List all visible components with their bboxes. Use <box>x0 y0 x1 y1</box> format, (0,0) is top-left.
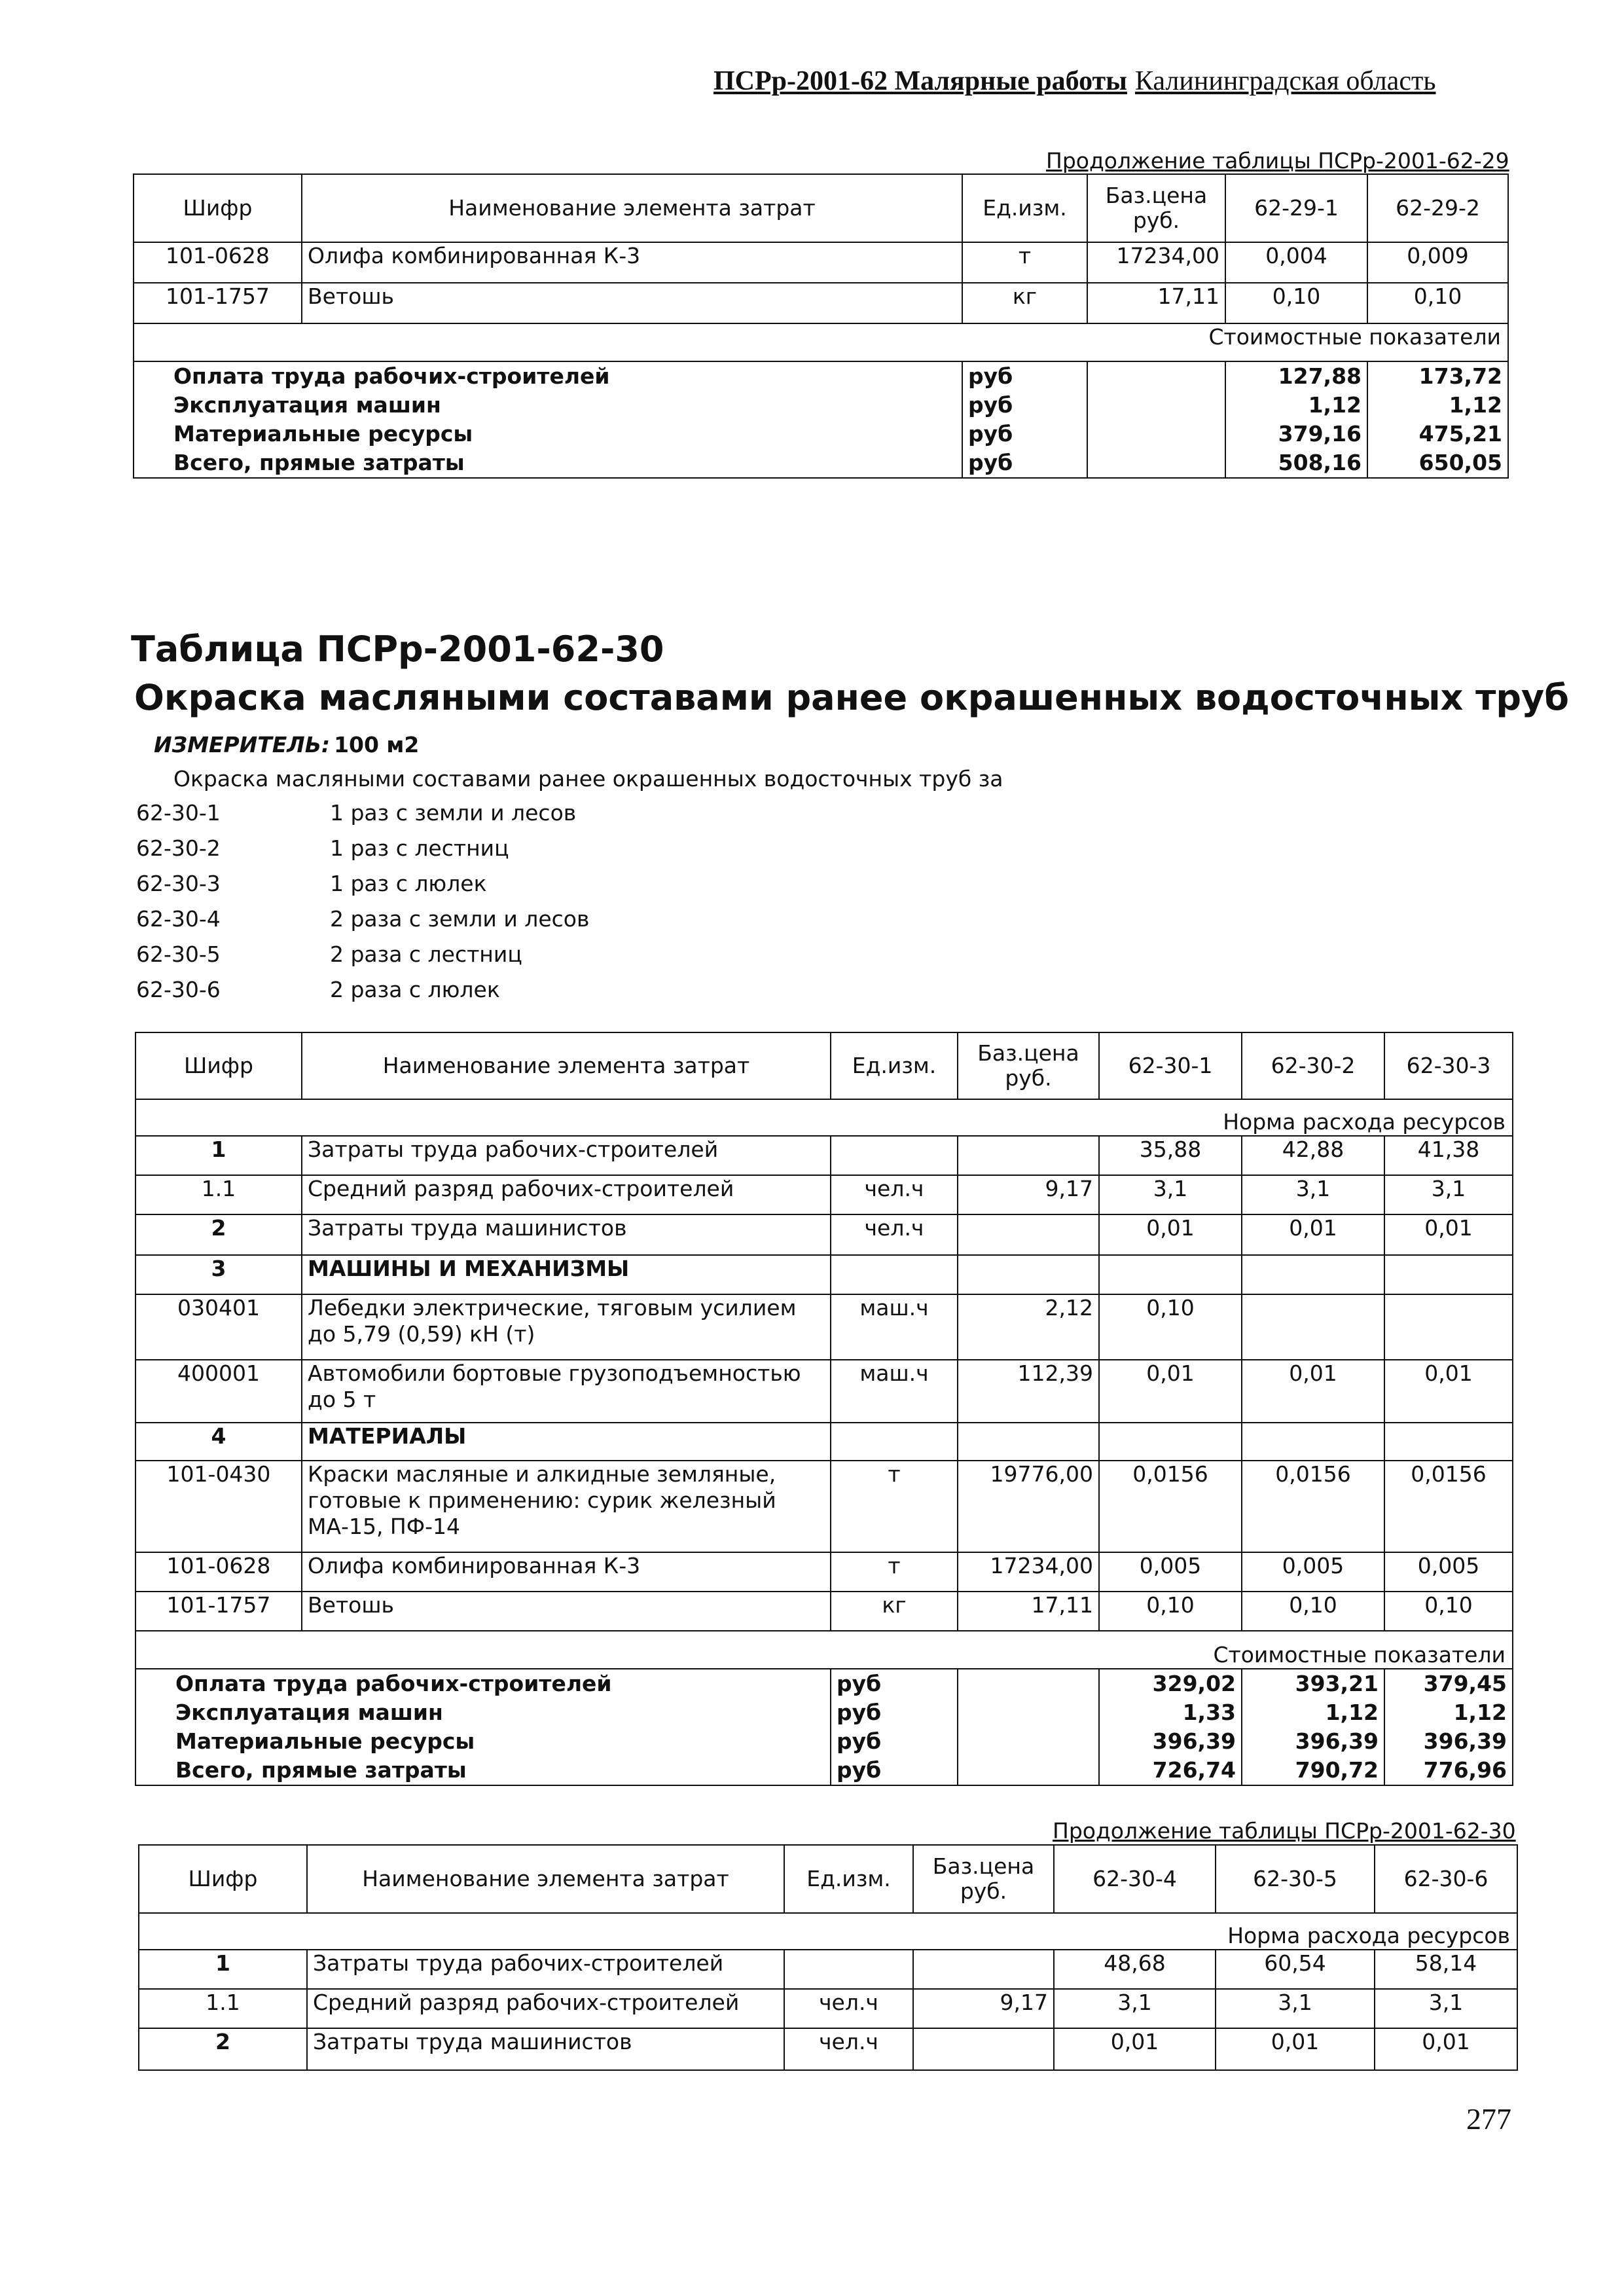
cell-value: 35,88 <box>1099 1136 1242 1175</box>
table-title: Таблица ПСРр-2001-62-30 <box>131 629 664 670</box>
section-row <box>139 1913 1517 1950</box>
totals-label: Материальные ресурсы <box>135 1727 831 1756</box>
table-row <box>135 1175 1513 1214</box>
totals-value: 379,45 <box>1384 1669 1513 1698</box>
totals-label: Материальные ресурсы <box>134 420 962 448</box>
top-table-header-row <box>134 174 1508 242</box>
cell-code: 101-0430 <box>135 1461 302 1552</box>
totals-label: Оплата труда рабочих-строителей <box>135 1669 831 1698</box>
cell-code: 1.1 <box>135 1175 302 1214</box>
totals-unit: руб <box>831 1756 958 1785</box>
column-header: Баз.цена руб. <box>958 1032 1099 1099</box>
cell-price: 9,17 <box>958 1175 1099 1214</box>
totals-value: 396,39 <box>1242 1727 1384 1756</box>
table-row <box>135 1214 1513 1255</box>
section-row <box>135 1099 1513 1136</box>
cell-name: Затраты труда рабочих-строителей <box>302 1136 831 1175</box>
cell-code: 101-1757 <box>135 1592 302 1631</box>
cell-unit: чел.ч <box>831 1175 958 1214</box>
totals-value: 396,39 <box>1384 1727 1513 1756</box>
cell-value: 0,005 <box>1242 1552 1384 1592</box>
cell-code: 101-1757 <box>134 283 302 323</box>
cell-price: 17234,00 <box>958 1552 1099 1592</box>
cell-value: 0,005 <box>1099 1552 1242 1592</box>
cell-value: 0,10 <box>1099 1294 1242 1360</box>
cell-price <box>913 2028 1054 2070</box>
totals-unit: руб <box>831 1669 958 1698</box>
variant-code: 62-30-5 <box>136 941 221 967</box>
cell-price: 17,11 <box>958 1592 1099 1631</box>
bottom-table-header-row <box>139 1845 1517 1913</box>
variant-text: 1 раз с люлек <box>330 871 487 896</box>
totals-value: 650,05 <box>1367 448 1508 478</box>
cell-price <box>958 1214 1099 1255</box>
cell-value <box>1384 1294 1513 1360</box>
header-title: ПСРр-2001-62 Малярные работы <box>713 66 1127 96</box>
section-norm-label: Норма расхода ресурсов <box>139 1913 1517 1950</box>
cell-unit: маш.ч <box>831 1360 958 1423</box>
column-header: 62-30-2 <box>1242 1032 1384 1099</box>
cell-value: 0,01 <box>1384 1214 1513 1255</box>
variant-item <box>136 835 509 861</box>
totals-row <box>134 420 1508 448</box>
work-description: Окраска масляными составами ранее окрашенных водосточных труб за <box>173 766 1003 792</box>
cell-value: 3,1 <box>1216 1989 1375 2028</box>
cell-value: 42,88 <box>1242 1136 1384 1175</box>
column-header: Шифр <box>135 1032 302 1099</box>
variant-item <box>136 906 589 932</box>
cell-unit <box>784 1950 913 1989</box>
cell-code: 4 <box>135 1423 302 1461</box>
totals-value: 508,16 <box>1225 448 1367 478</box>
cell-value: 58,14 <box>1375 1950 1517 1989</box>
table-row <box>139 1950 1517 1989</box>
totals-value: 475,21 <box>1367 420 1508 448</box>
cell-unit: маш.ч <box>831 1294 958 1360</box>
section-norm-label: Норма расхода ресурсов <box>135 1099 1513 1136</box>
table-row <box>135 1423 1513 1461</box>
totals-label: Эксплуатация машин <box>135 1698 831 1727</box>
cell-code: 1 <box>135 1136 302 1175</box>
page-number: 277 <box>1466 2102 1511 2136</box>
totals-value: 1,12 <box>1384 1698 1513 1727</box>
cell-name: Ветошь <box>302 1592 831 1631</box>
totals-unit: руб <box>962 448 1087 478</box>
totals-value: 1,33 <box>1099 1698 1242 1727</box>
totals-value: 1,12 <box>1225 391 1367 420</box>
cell-unit: т <box>962 242 1087 283</box>
cell-name: Краски масляные и алкидные земляные, готовые к применению: сурик железный МА-15, ПФ-14 <box>302 1461 831 1552</box>
totals-value: 1,12 <box>1242 1698 1384 1727</box>
variant-text: 2 раза с люлек <box>330 977 500 1002</box>
cell-value <box>1242 1294 1384 1360</box>
cell-name: МАШИНЫ И МЕХАНИЗМЫ <box>302 1255 831 1294</box>
column-header: 62-29-2 <box>1367 174 1508 242</box>
main-table-header-row <box>135 1032 1513 1099</box>
variant-text: 1 раз с лестниц <box>330 835 509 861</box>
totals-row <box>134 361 1508 391</box>
totals-row <box>135 1669 1513 1698</box>
table-row <box>134 283 1508 323</box>
cell-value: 0,0156 <box>1242 1461 1384 1552</box>
cell-value: 0,10 <box>1384 1592 1513 1631</box>
cell-value: 0,10 <box>1225 283 1367 323</box>
totals-value: 173,72 <box>1367 361 1508 391</box>
totals-value: 790,72 <box>1242 1756 1384 1785</box>
totals-value: 396,39 <box>1099 1727 1242 1756</box>
cell-value: 0,01 <box>1099 1214 1242 1255</box>
cell-value: 3,1 <box>1375 1989 1517 2028</box>
column-header: Шифр <box>134 174 302 242</box>
cell-name: МАТЕРИАЛЫ <box>302 1423 831 1461</box>
table-row <box>139 2028 1517 2070</box>
cell-value: 60,54 <box>1216 1950 1375 1989</box>
cell-price <box>913 1950 1054 1989</box>
variant-code: 62-30-3 <box>136 871 221 896</box>
column-header: Ед.изм. <box>784 1845 913 1913</box>
cell-value: 0,10 <box>1099 1592 1242 1631</box>
cell-price <box>958 1136 1099 1175</box>
cell-name: Средний разряд рабочих-строителей <box>307 1989 784 2028</box>
variant-code: 62-30-1 <box>136 800 221 826</box>
cell-code: 1 <box>139 1950 307 1989</box>
table-row <box>135 1136 1513 1175</box>
column-header: 62-30-3 <box>1384 1032 1513 1099</box>
column-header: 62-30-4 <box>1054 1845 1216 1913</box>
cell-code: 2 <box>135 1214 302 1255</box>
section-row <box>135 1631 1513 1669</box>
variant-code: 62-30-4 <box>136 906 221 932</box>
cell-value: 0,004 <box>1225 242 1367 283</box>
cell-value: 3,1 <box>1242 1175 1384 1214</box>
measure-label: ИЗМЕРИТЕЛЬ: <box>154 732 331 757</box>
cell-name: Ветошь <box>302 283 962 323</box>
section-cost-label: Стоимостные показатели <box>135 1631 1513 1669</box>
cell-value: 0,01 <box>1242 1360 1384 1423</box>
column-header: Баз.цена руб. <box>1087 174 1225 242</box>
column-header: Наименование элемента затрат <box>302 1032 831 1099</box>
cell-value: 3,1 <box>1054 1989 1216 2028</box>
variant-text: 1 раз с земли и лесов <box>330 800 577 826</box>
bottom-table <box>138 1844 1518 2071</box>
cell-value: 0,0156 <box>1384 1461 1513 1552</box>
variant-item <box>136 977 500 1002</box>
totals-row <box>135 1756 1513 1785</box>
totals-value: 776,96 <box>1384 1756 1513 1785</box>
totals-value: 1,12 <box>1367 391 1508 420</box>
cell-code: 101-0628 <box>135 1552 302 1592</box>
table-row <box>135 1592 1513 1631</box>
top-table <box>133 173 1509 479</box>
main-table <box>135 1032 1513 1786</box>
cell-code: 2 <box>139 2028 307 2070</box>
variant-item <box>136 871 487 896</box>
cell-value: 0,005 <box>1384 1552 1513 1592</box>
variant-text: 2 раза с лестниц <box>330 941 522 967</box>
cell-value: 0,0156 <box>1099 1461 1242 1552</box>
column-header: 62-30-1 <box>1099 1032 1242 1099</box>
section-cost-label: Стоимостные показатели <box>134 323 1508 361</box>
column-header: Шифр <box>139 1845 307 1913</box>
cell-value: 41,38 <box>1384 1136 1513 1175</box>
cell-code: 1.1 <box>139 1989 307 2028</box>
variant-code: 62-30-6 <box>136 977 221 1002</box>
cell-name: Лебедки электрические, тяговым усилием до 5,79 (0,59) кН (т) <box>302 1294 831 1360</box>
cell-price: 112,39 <box>958 1360 1099 1423</box>
table-row <box>135 1360 1513 1423</box>
column-header: Ед.изм. <box>962 174 1087 242</box>
measure-value: 100 м2 <box>334 732 420 757</box>
table-row <box>135 1255 1513 1294</box>
totals-row <box>134 448 1508 478</box>
cell-value: 0,10 <box>1242 1592 1384 1631</box>
table-row <box>135 1552 1513 1592</box>
totals-value: 393,21 <box>1242 1669 1384 1698</box>
cell-value: 0,01 <box>1099 1360 1242 1423</box>
cell-unit: чел.ч <box>784 2028 913 2070</box>
bottom-table-continuation: Продолжение таблицы ПСРр-2001-62-30 <box>1053 1818 1516 1844</box>
table-row <box>135 1294 1513 1360</box>
variant-item <box>136 800 576 826</box>
cell-name: Затраты труда рабочих-строителей <box>307 1950 784 1989</box>
cell-unit <box>831 1136 958 1175</box>
cell-price: 2,12 <box>958 1294 1099 1360</box>
cell-price: 9,17 <box>913 1989 1054 2028</box>
column-header: Баз.цена руб. <box>913 1845 1054 1913</box>
measure-line <box>154 732 419 757</box>
header-region: Калининградская область <box>1134 66 1436 96</box>
cell-name: Затраты труда машинистов <box>307 2028 784 2070</box>
column-header: 62-30-5 <box>1216 1845 1375 1913</box>
cell-value: 0,01 <box>1375 2028 1517 2070</box>
cell-code: 3 <box>135 1255 302 1294</box>
totals-value: 329,02 <box>1099 1669 1242 1698</box>
cell-value: 0,01 <box>1384 1360 1513 1423</box>
cell-price: 17,11 <box>1087 283 1225 323</box>
cell-name: Затраты труда машинистов <box>302 1214 831 1255</box>
cell-value: 0,01 <box>1054 2028 1216 2070</box>
totals-unit: руб <box>962 391 1087 420</box>
cell-value: 3,1 <box>1099 1175 1242 1214</box>
totals-unit: руб <box>831 1698 958 1727</box>
totals-value: 127,88 <box>1225 361 1367 391</box>
cell-unit: чел.ч <box>784 1989 913 2028</box>
table-row <box>135 1461 1513 1552</box>
cell-unit: кг <box>831 1592 958 1631</box>
section-row <box>134 323 1508 361</box>
totals-label: Всего, прямые затраты <box>135 1756 831 1785</box>
cell-name: Олифа комбинированная К-3 <box>302 242 962 283</box>
table-subtitle: Окраска масляными составами ранее окрашенных водосточных труб <box>134 677 1569 718</box>
cell-name: Олифа комбинированная К-3 <box>302 1552 831 1592</box>
totals-unit: руб <box>831 1727 958 1756</box>
table-row <box>139 1989 1517 2028</box>
totals-row <box>135 1727 1513 1756</box>
table-row <box>134 242 1508 283</box>
cell-unit: т <box>831 1552 958 1592</box>
column-header: Наименование элемента затрат <box>302 174 962 242</box>
cell-code: 030401 <box>135 1294 302 1360</box>
cell-value: 0,009 <box>1367 242 1508 283</box>
page-header <box>713 65 1435 97</box>
totals-row <box>135 1698 1513 1727</box>
cell-code: 400001 <box>135 1360 302 1423</box>
variant-text: 2 раза с земли и лесов <box>330 906 590 932</box>
cell-name: Автомобили бортовые грузоподъемностью до 5 т <box>302 1360 831 1423</box>
cell-value: 3,1 <box>1384 1175 1513 1214</box>
totals-label: Эксплуатация машин <box>134 391 962 420</box>
top-table-continuation: Продолжение таблицы ПСРр-2001-62-29 <box>1046 148 1509 173</box>
column-header: 62-29-1 <box>1225 174 1367 242</box>
variant-code: 62-30-2 <box>136 835 221 861</box>
cell-unit: кг <box>962 283 1087 323</box>
cell-name: Средний разряд рабочих-строителей <box>302 1175 831 1214</box>
cell-unit: т <box>831 1461 958 1552</box>
cell-value: 0,10 <box>1367 283 1508 323</box>
column-header: Ед.изм. <box>831 1032 958 1099</box>
totals-label: Всего, прямые затраты <box>134 448 962 478</box>
totals-unit: руб <box>962 361 1087 391</box>
cell-value: 0,01 <box>1216 2028 1375 2070</box>
cell-price: 17234,00 <box>1087 242 1225 283</box>
cell-value: 48,68 <box>1054 1950 1216 1989</box>
cell-unit: чел.ч <box>831 1214 958 1255</box>
column-header: Наименование элемента затрат <box>307 1845 784 1913</box>
totals-unit: руб <box>962 420 1087 448</box>
cell-price: 19776,00 <box>958 1461 1099 1552</box>
cell-value: 0,01 <box>1242 1214 1384 1255</box>
totals-label: Оплата труда рабочих-строителей <box>134 361 962 391</box>
cell-code: 101-0628 <box>134 242 302 283</box>
totals-row <box>134 391 1508 420</box>
totals-value: 379,16 <box>1225 420 1367 448</box>
totals-value: 726,74 <box>1099 1756 1242 1785</box>
column-header: 62-30-6 <box>1375 1845 1517 1913</box>
variant-item <box>136 941 522 967</box>
